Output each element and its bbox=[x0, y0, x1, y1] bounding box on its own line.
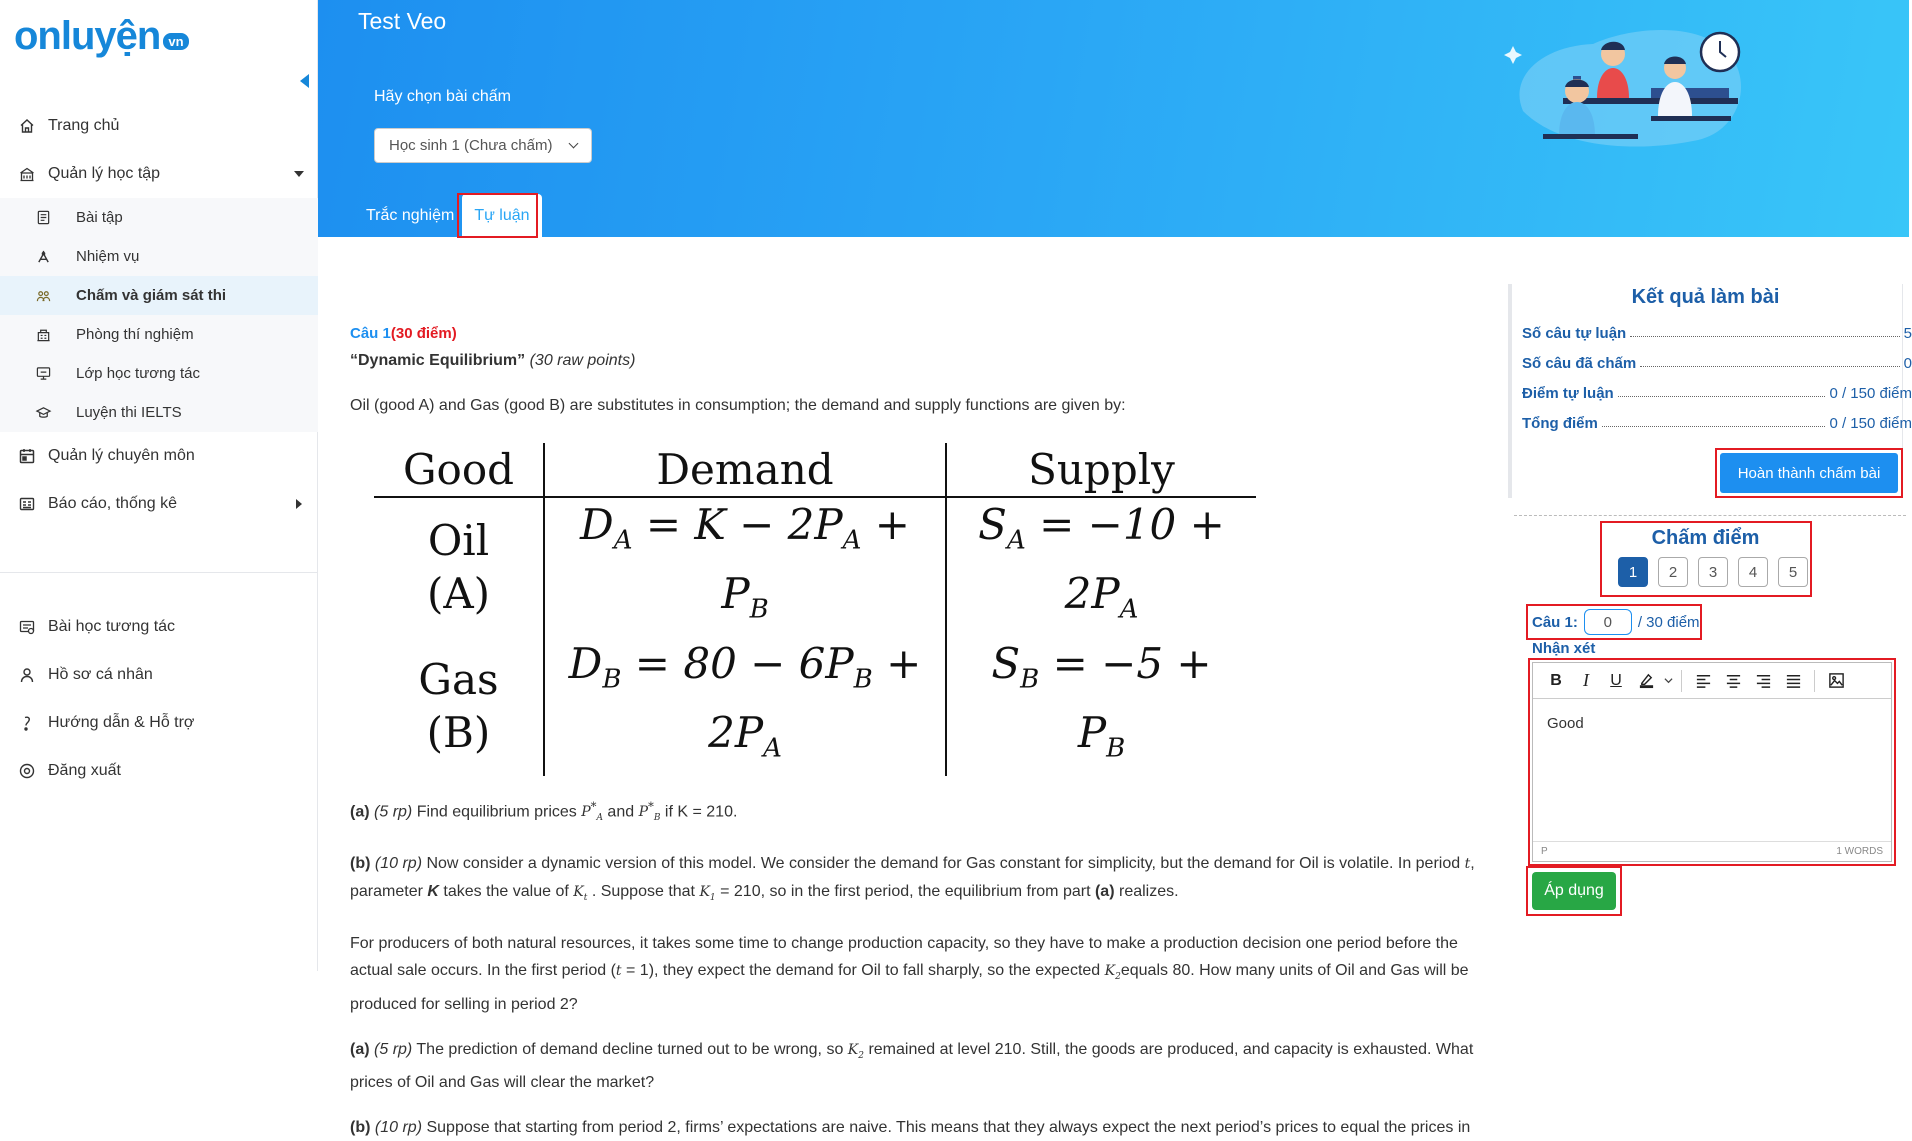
part-a1 bbox=[350, 794, 1475, 832]
student-select-value: Học sinh 1 (Chưa chấm) bbox=[389, 137, 553, 154]
result-row-value: 0 bbox=[1903, 355, 1912, 372]
result-row-label: Số câu tự luận bbox=[1522, 325, 1627, 342]
question-title-line bbox=[350, 347, 1475, 374]
sidebar-item-home[interactable] bbox=[0, 102, 318, 150]
score-max: / 30 điểm bbox=[1637, 613, 1700, 631]
sidebar-item-label: Bài học tương tác bbox=[48, 618, 176, 635]
sidebar-item-interactive-lesson[interactable] bbox=[0, 603, 318, 651]
part-text: and bbox=[607, 803, 635, 821]
table-header-demand: Demand bbox=[544, 443, 946, 497]
math-k1: $K_1$ bbox=[699, 884, 716, 903]
sidebar-subitem-lab[interactable] bbox=[0, 315, 318, 354]
result-row-essay-score bbox=[1522, 380, 1912, 402]
lab-icon bbox=[34, 326, 52, 344]
sidebar-subitem-interactive-class[interactable] bbox=[0, 354, 318, 393]
result-title: Kết quả làm bài bbox=[1631, 286, 1780, 308]
part-label: (a) bbox=[350, 803, 370, 821]
sidebar-item-label: Hồ sơ cá nhân bbox=[48, 666, 153, 683]
question-number-button[interactable]: 4 bbox=[1738, 557, 1768, 587]
part-text: , bbox=[1470, 855, 1475, 873]
math-t: t bbox=[615, 962, 622, 979]
part-b2 bbox=[350, 1114, 1475, 1141]
highlight-essay-tab bbox=[457, 193, 538, 238]
demand-supply-table bbox=[374, 443, 1256, 776]
calendar-icon bbox=[18, 447, 36, 465]
sidebar-subitem-label: Bài tập bbox=[76, 209, 123, 226]
bold-button[interactable]: B bbox=[1550, 671, 1562, 689]
sidebar-item-profile[interactable] bbox=[0, 651, 318, 699]
highlight-comment-editor bbox=[1528, 658, 1896, 866]
question-intro: Oil (good A) and Gas (good B) are substitutes in consumption; the demand and supply functions are given by: bbox=[350, 397, 1126, 414]
part-text: For producers of both natural resources, it takes some time to change production capacity, so they have to make a production decision one period before the actual sale occurs. In the first period ( bbox=[350, 934, 1458, 979]
result-row-label: Điểm tự luận bbox=[1522, 385, 1614, 402]
grading-icon bbox=[34, 287, 52, 305]
table-cell-good-gas: Gas (B) bbox=[418, 655, 499, 758]
logo-text: onluyện bbox=[14, 14, 161, 58]
underline-button[interactable]: U bbox=[1610, 671, 1622, 689]
exercise-icon bbox=[34, 209, 52, 227]
finish-grading-button[interactable]: Hoàn thành chấm bài bbox=[1720, 453, 1898, 493]
sidebar-subitem-label: Phòng thí nghiệm bbox=[76, 326, 194, 343]
question-header bbox=[350, 320, 1475, 347]
collapse-sidebar-icon[interactable] bbox=[300, 74, 309, 88]
logo[interactable] bbox=[14, 16, 189, 56]
interactive-class-icon bbox=[34, 365, 52, 383]
header-banner bbox=[318, 0, 1909, 237]
result-row-total-score bbox=[1522, 410, 1912, 432]
graduation-icon bbox=[34, 404, 52, 422]
part-text: The prediction of demand decline turned out to be wrong, so bbox=[416, 1040, 844, 1058]
question-title: “Dynamic Equilibrium” bbox=[350, 352, 526, 369]
table-cell-demand-gas: $D_B = 80 - 6P_B + 2P_A$ bbox=[544, 637, 946, 776]
math-pb-star: $P^*_B$ bbox=[638, 799, 661, 824]
sidebar-item-label: Báo cáo, thống kê bbox=[48, 495, 177, 512]
part-text: if bbox=[664, 803, 673, 821]
sidebar-subitem-label: Nhiệm vụ bbox=[76, 248, 140, 265]
logo-tld: vn bbox=[163, 33, 188, 50]
question-number-button[interactable]: 1 bbox=[1618, 557, 1648, 587]
logout-icon bbox=[18, 762, 36, 780]
part-text: Suppose that starting from period 2, firms’ expectations are naive. This means that they always expect the next period’s prices to equal the prices in bbox=[426, 1119, 1471, 1137]
part-rp: (10 rp) bbox=[374, 855, 423, 873]
sidebar-item-learning-management[interactable] bbox=[0, 150, 318, 198]
choose-submission-label: Hãy chọn bài chấm bbox=[374, 88, 511, 105]
math-t: t bbox=[1464, 856, 1471, 873]
math-k-bold: K bbox=[427, 883, 439, 901]
sidebar-subitem-exercises[interactable] bbox=[0, 198, 318, 237]
word-count: 1 WORDS bbox=[1836, 846, 1883, 857]
sidebar-subitem-ielts[interactable] bbox=[0, 393, 318, 432]
part-text: takes the value of bbox=[443, 883, 569, 901]
main-nav bbox=[0, 102, 318, 795]
part-text: parameter bbox=[350, 883, 423, 901]
highlight-apply-button bbox=[1526, 866, 1622, 916]
result-row-value: 5 bbox=[1903, 325, 1912, 342]
sidebar-item-label: Hướng dẫn & Hỗ trợ bbox=[48, 714, 195, 731]
question-raw-points: (30 raw points) bbox=[529, 352, 636, 369]
sidebar-subitem-label: Luyện thi IELTS bbox=[76, 404, 182, 421]
table-cell-demand-oil: $D_A = K - 2P_A + P_B$ bbox=[544, 497, 946, 637]
chevron-down-icon bbox=[569, 139, 579, 149]
part-label: (b) bbox=[350, 1119, 371, 1137]
student-select[interactable] bbox=[374, 128, 592, 163]
question-content bbox=[350, 320, 1475, 1141]
compass-icon bbox=[34, 248, 52, 266]
part-text: = 1), they expect the demand for Oil to fall sharply, so the expected bbox=[626, 961, 1101, 979]
highlight-score-input bbox=[1526, 604, 1702, 640]
sidebar-item-professional-management[interactable] bbox=[0, 432, 318, 480]
result-row-graded-count bbox=[1522, 350, 1912, 372]
math-kt: $K_t$ bbox=[573, 884, 588, 903]
sidebar-item-label: Quản lý chuyên môn bbox=[48, 447, 195, 464]
sidebar-subitem-grading[interactable] bbox=[0, 276, 318, 315]
question-points: (30 điểm) bbox=[390, 325, 457, 342]
part-rp: (10 rp) bbox=[374, 1119, 423, 1137]
math-k2: $K_2$ bbox=[847, 1041, 864, 1061]
table-header-supply: Supply bbox=[946, 443, 1256, 497]
home-icon bbox=[18, 117, 36, 135]
tab-essay[interactable]: Tự luận bbox=[462, 194, 541, 237]
page-title: Test Veo bbox=[358, 8, 447, 34]
result-row-label: Số câu đã chấm bbox=[1522, 355, 1637, 372]
table-cell-supply-oil: $S_A = -10 + 2P_A$ bbox=[946, 497, 1256, 637]
sidebar-subitem-label: Chấm và giám sát thi bbox=[76, 287, 227, 304]
italic-button[interactable]: I bbox=[1583, 670, 1589, 690]
part-rp: (5 rp) bbox=[374, 1040, 413, 1058]
sidebar-divider bbox=[0, 572, 318, 573]
apply-button[interactable]: Áp dụng bbox=[1532, 872, 1616, 910]
panel-divider bbox=[1514, 515, 1906, 516]
part-label: (b) bbox=[350, 855, 371, 873]
question-number-button[interactable]: 3 bbox=[1698, 557, 1728, 587]
question-number-button[interactable]: 5 bbox=[1778, 557, 1808, 587]
result-row-essay-count bbox=[1522, 320, 1912, 342]
part-text: Now consider a dynamic version of this model. We consider the demand for Gas constant for simplicity, but the demand for Oil is volatile. In period bbox=[426, 855, 1461, 873]
producers-paragraph bbox=[350, 930, 1475, 1018]
part-rp: (5 rp) bbox=[374, 803, 413, 821]
sidebar-item-label: Trang chủ bbox=[48, 117, 120, 134]
sidebar-subitem-tasks[interactable] bbox=[0, 237, 318, 276]
chevron-down-icon bbox=[294, 171, 304, 177]
question-number: Câu 1 bbox=[350, 325, 391, 342]
part-text: K = 210. bbox=[677, 803, 738, 821]
sidebar-item-label: Đăng xuất bbox=[48, 762, 121, 779]
part-text: = 210, so in the first period, the equilibrium from part bbox=[720, 883, 1091, 901]
sidebar-subitem-label: Lớp học tương tác bbox=[76, 365, 200, 382]
sidebar-item-label: Quản lý học tập bbox=[48, 165, 161, 182]
math-k2: $K_2$ bbox=[1104, 962, 1121, 982]
sidebar bbox=[0, 0, 318, 971]
tab-multiple-choice[interactable]: Trắc nghiệm bbox=[366, 206, 455, 224]
part-a2 bbox=[350, 1036, 1475, 1097]
question-number-button[interactable]: 2 bbox=[1658, 557, 1688, 587]
table-cell-good-oil: Oil (A) bbox=[426, 516, 491, 619]
user-icon bbox=[18, 666, 36, 684]
sidebar-item-help[interactable] bbox=[0, 699, 318, 747]
highlight-grading-selector bbox=[1600, 521, 1812, 597]
part-text: realizes. bbox=[1118, 883, 1179, 901]
sidebar-item-reports[interactable] bbox=[0, 480, 318, 528]
result-row-label: Tổng điểm bbox=[1522, 415, 1598, 432]
part-text: . Suppose that bbox=[591, 883, 695, 901]
math-pa-star: $P^*_A$ bbox=[581, 799, 603, 824]
result-row-value: 0 / 150 điểm bbox=[1829, 415, 1912, 432]
comment-textarea[interactable]: Good bbox=[1547, 715, 1584, 732]
part-ref: (a) bbox=[1094, 883, 1115, 901]
editor-path: P bbox=[1541, 846, 1548, 857]
part-b1 bbox=[350, 850, 1475, 912]
lesson-icon bbox=[18, 618, 36, 636]
result-row-value: 0 / 150 điểm bbox=[1829, 385, 1912, 402]
grading-title: Chấm điểm bbox=[1651, 527, 1760, 549]
school-icon bbox=[18, 165, 36, 183]
part-label: (a) bbox=[350, 1040, 370, 1058]
score-label: Câu 1: bbox=[1532, 613, 1578, 631]
help-icon bbox=[18, 714, 36, 732]
part-text: Find equilibrium prices bbox=[416, 803, 577, 821]
part-text: remained at level 210. Still, the goods are produced, and capacity is exhausted. What prices of Oil and Gas will clear the market? bbox=[350, 1040, 1474, 1092]
chevron-right-icon bbox=[296, 499, 302, 509]
comment-label: Nhận xét bbox=[1532, 640, 1596, 657]
part-text: equals 80. How many units of Oil and Gas will be produced for selling in period 2? bbox=[350, 961, 1469, 1013]
highlight-finish-button bbox=[1715, 448, 1903, 498]
table-cell-supply-gas: $S_B = -5 + P_B$ bbox=[946, 637, 1256, 776]
report-icon bbox=[18, 495, 36, 513]
sidebar-item-logout[interactable] bbox=[0, 747, 318, 795]
learning-submenu bbox=[0, 198, 318, 432]
students-illustration bbox=[1503, 16, 1748, 148]
table-header-good: Good bbox=[374, 443, 544, 497]
